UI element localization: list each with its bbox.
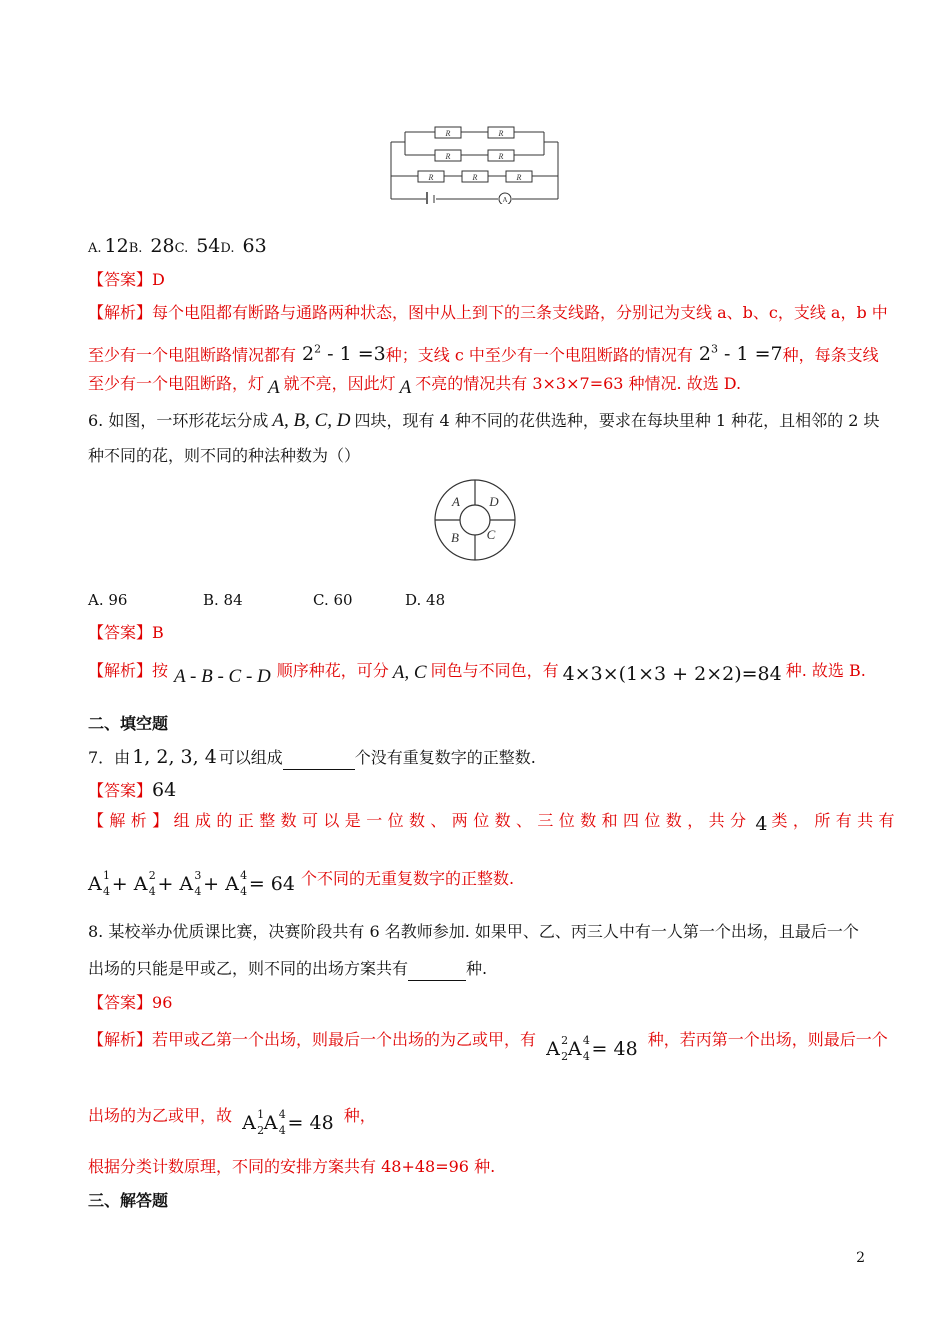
q5-analysis-line2: 至少有一个电阻断路情况都有 $2^2 - 1 =3$种；支线 c 中至少有一个电阻断路的情况有 $2^3 - 1 =7$种，每条支线: [88, 343, 879, 366]
perm-a43: A 3 4: [179, 869, 202, 898]
q5-analysis-line1: 【解析】每个电阻都有断路与通路两种状态，图中从上到下的三条支线路，分别记为支线 a、b、c，支线 a，b 中: [88, 303, 888, 322]
q8-analysis-line3: 根据分类计数原理，不同的安排方案共有 48+48=96 种.: [88, 1157, 496, 1176]
svg-text:C: C: [486, 527, 496, 542]
q7-analysis-line1: 【解析】组成的正整数可以是一位数、两位数、三位数和四位数，共分 4 类，所有共有: [88, 811, 900, 835]
q6-stem-line2: 种不同的花，则不同的种法种数为（）: [88, 446, 361, 465]
perm-a42: A 2 4: [133, 869, 156, 898]
svg-text:R: R: [498, 129, 504, 138]
q8-stem-line2: 出场的只能是甲或乙，则不同的出场方案共有 种.: [88, 957, 487, 981]
svg-text:R: R: [445, 152, 451, 161]
q8-answer: 【答案】96: [88, 993, 173, 1012]
perm-a44: A 4 4: [225, 869, 248, 898]
q5-analysis-line3: 至少有一个电阻断路，灯 A 就不亮，因此灯 A 不亮的情况共有 3×3×7=63 种情况. 故选 D.: [88, 374, 742, 398]
svg-text:R: R: [516, 173, 522, 182]
svg-text:R: R: [498, 152, 504, 161]
svg-text:R: R: [472, 173, 478, 182]
section-heading-solutions: 三、解答题: [88, 1191, 169, 1210]
q7-stem: 7．由 1, 2, 3, 4 可以组成 个没有重复数字的正整数.: [88, 746, 536, 768]
svg-text:A: A: [452, 494, 460, 509]
perm-a21: A 1 2: [242, 1108, 265, 1137]
q6-analysis: 【解析】按 A - B - C - D 顺序种花，可分 A, C 同色与不同色，有 4×3×(1×3 + 2×2)=84 种. 故选 B.: [88, 661, 866, 687]
q8-stem-line1: 8. 某校举办优质课比赛，决赛阶段共有 6 名教师参加. 如果甲、乙、丙三人中有一人第一个出场，且最后一个: [88, 922, 859, 941]
svg-text:D: D: [489, 494, 499, 509]
q7-analysis-line2: A 1 4 + A 2 4 + A 3 4 + A 4 4 = 64 个不同的无重复数字的正整数.: [88, 869, 515, 898]
section-heading-fill-in: 二、填空题: [88, 714, 169, 733]
q6-answer: 【答案】B: [88, 623, 164, 642]
q8-analysis-line2: 出场的为乙或甲，故 A 1 2 A 4 4 = 48 种，: [88, 1106, 376, 1137]
perm-a44: A 4 4: [263, 1108, 286, 1137]
svg-text:R: R: [428, 173, 434, 182]
perm-a41: A 1 4: [88, 869, 110, 898]
q5-answer: 【答案】D: [88, 270, 165, 289]
q8-analysis-line1: 【解析】若甲或乙第一个出场，则最后一个出场的为乙或甲，有 A 2 2 A 4 4 = 48 种，若丙第一个出场，则最后一个: [88, 1030, 888, 1063]
q6-stem-line1: 6. 如图，一环形花坛分成 A, B, C, D 四块，现有 4 种不同的花供选种，要求在每块里种 1 种花，且相邻的 2 块: [88, 410, 880, 431]
q7-answer: 【答案】64: [88, 779, 177, 801]
flower-bed-ring-diagram: [433, 478, 517, 562]
q6-options: A. 96 B. 84 C. 60 D. 48: [88, 591, 446, 609]
perm-a22: A 2 2: [546, 1034, 569, 1063]
q7-answer-blank[interactable]: [283, 751, 355, 770]
q5-options: A. 12B. 28C. 54D. 63: [88, 235, 267, 257]
perm-a44: A 4 4: [567, 1034, 590, 1063]
circuit-diagram: [388, 122, 563, 204]
svg-text:A: A: [502, 196, 508, 204]
svg-text:B: B: [451, 530, 459, 545]
q8-answer-blank[interactable]: [408, 962, 466, 981]
svg-text:R: R: [445, 129, 451, 138]
page-number: 2: [856, 1250, 865, 1266]
